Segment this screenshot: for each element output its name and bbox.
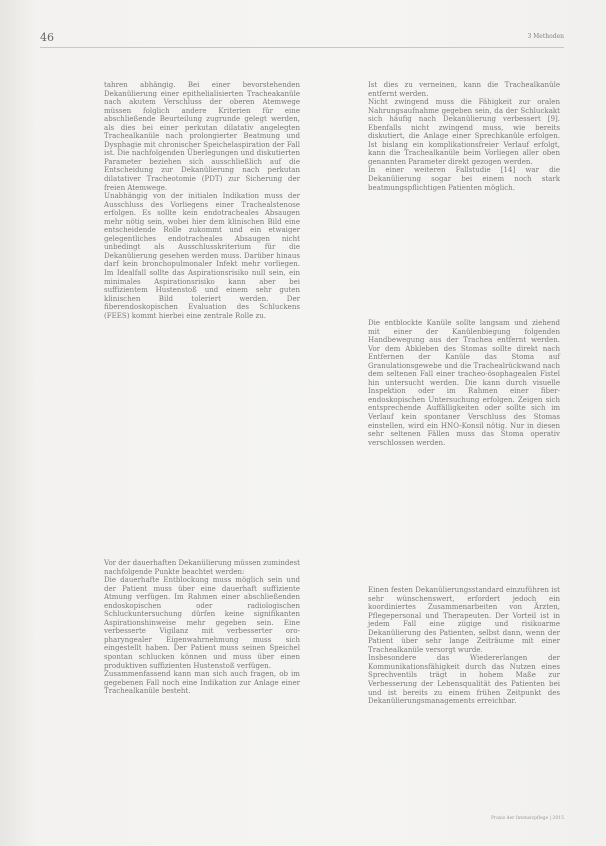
paragraph: In einer weiteren Fallstudie [14] war die Dekanülierung sogar bei einem noch stark beatmungspflichtigen Patienten möglich. (368, 165, 560, 192)
header-rule (40, 47, 564, 48)
left-column-block-2 (104, 559, 300, 696)
paragraph: Zusammenfassend kann man sich auch fragen, ob im gegebenen Fall noch eine Indikation zur Anlage einer Trachealkanüle besteht. (104, 669, 300, 696)
page-number: 46 (40, 31, 54, 44)
page-header (40, 31, 564, 45)
page-footer: Praxis der Intensivpflege | 2015 (491, 816, 564, 821)
right-column-block-2 (368, 319, 560, 447)
chapter-label: 3 Methoden (527, 33, 564, 40)
paragraph: Nicht zwingend muss die Fähigkeit zur oralen Nahrungsaufnahme gegeben sein, da der Schluckakt sich häufig nach Dekanülierung verbessert [9]. Ebenfalls nicht zwingend muss, wie bereits diskutiert, die Anlage einer Sprechkanüle erfolgen. Ist bislang ein komplikationsfreier Verlauf erfolgt, kann die Trachealkanüle beim Vorliegen aller oben genannten Parameter direkt gezogen werden. (368, 97, 560, 166)
paragraph: Die dauerhafte Entblockung muss möglich sein und der Patient muss über eine dauerhaft suffiziente Atmung verfügen. Im Rahmen einer abschließenden endoskopischen oder radiologischen Schluckuntersuchung dürfen keine signifikanten Aspirationshinweise mehr gegeben sein. Eine verbesserte Vigilanz mit verbesserter oro-pharyngealer Eigenwahrnehmung muss sich eingestellt haben. Der Patient muss seinen Speichel spontan schlucken können und muss über einen produktiven suffizienten Hustenstoß verfügen. (104, 575, 300, 670)
paragraph: Ist dies zu verneinen, kann die Trachealkanüle entfernt werden. (368, 80, 560, 98)
right-column-block-1 (368, 81, 560, 192)
left-column-block-1 (104, 81, 300, 320)
paragraph: Insbesondere das Wiedererlangen der Kommunikationsfähigkeit durch das Nutzen eines Sprechventils trägt in hohem Maße zur Verbesserung der Lebensqualität des Patienten bei und ist bereits zu einem frühen Zeitpunkt des Dekanülierungsmanagements erreichbar. (368, 653, 560, 706)
paragraph: tahren abhängig. Bei einer bevorstehenden Dekanülierung einer epithelialisierten Tracheakanüle nach akutem Verschluss der oberen Atemwege müssen folglich andere Kriterien für eine abschließende Beurteilung zugrunde gelegt werden, als dies bei einer perkutan dilatativ angelegten Trachealkanüle nach prolongierter Beatmung und Dysphagie mit chronischer Speichelaspiration der Fall ist. Die nachfolgenden Überlegungen und diskutierten Parameter beziehen sich ausschließlich auf die Entscheidung zur Dekanülierung nach perkutan dilatativer Tracheotomie (PDT) zur Sicherung der freien Atemwege. (104, 80, 300, 192)
paragraph: Einen festen Dekanülierungsstandard einzuführen ist sehr wünschenswert, erfordert jedoch ein koordiniertes Zusammenarbeiten von Ärzten, Pflegepersonal und Therapeuten. Der Vorteil ist in jedem Fall eine zügige und risikoarme Dekanülierung des Patienten, selbst dann, wenn der Patient über sehr lange Zeiträume mit einer Trachealkanüle versorgt wurde. (368, 585, 560, 654)
right-column-block-3 (368, 586, 560, 706)
paragraph: Unabhängig von der initialen Indikation muss der Ausschluss des Vorliegens einer Trachealstenose erfolgen. Es sollte kein endotracheales Absaugen mehr nötig sein, wobei hier dem klinischen Bild eine entscheidende Rolle zukommt und ein etwaiger gelegentliches endotracheales Absaugen nicht unbedingt als Ausschlusskriterium für die Dekanülierung gesehen werden muss. Darüber hinaus darf kein bronchopulmonaler Infekt mehr vorliegen. Im Idealfall sollte das Aspirationsrisiko null sein, ein minimales Aspirationsrisiko kann aber bei suffizientem Hustenstoß und einem sehr guten klinischen Bild toleriert werden. Der fiberendoskopischen Evaluation des Schluckens (FEES) kommt hierbei eine zentrale Rolle zu. (104, 191, 300, 320)
paragraph: Vor der dauerhaften Dekanülierung müssen zumindest nachfolgende Punkte beachtet werden: (104, 558, 301, 576)
paragraph: Die entblockte Kanüle sollte langsam und ziehend mit einer der Kanülenbiegung folgenden Handbewegung aus der Trachea entfernt werden. Vor dem Abkleben des Stomas sollte direkt nach Entfernen der Kanüle das Stoma auf Granulationsgewebe und die Trachealrückwand nach dem seltenen Fall einer tracheo-ösophagealen Fistel hin untersucht werden. Die kann durch visuelle Inspektion oder im Rahmen einer fiber-endoskopischen Untersuchung erfolgen. Zeigen sich entsprechende Auffälligkeiten oder sollte sich im Verlauf kein spontaner Verschluss des Stomas einstellen, wird ein HNO-Konsil nötig. Nur in diesen sehr seltenen Fällen muss das Stoma operativ verschlossen werden. (368, 318, 560, 447)
